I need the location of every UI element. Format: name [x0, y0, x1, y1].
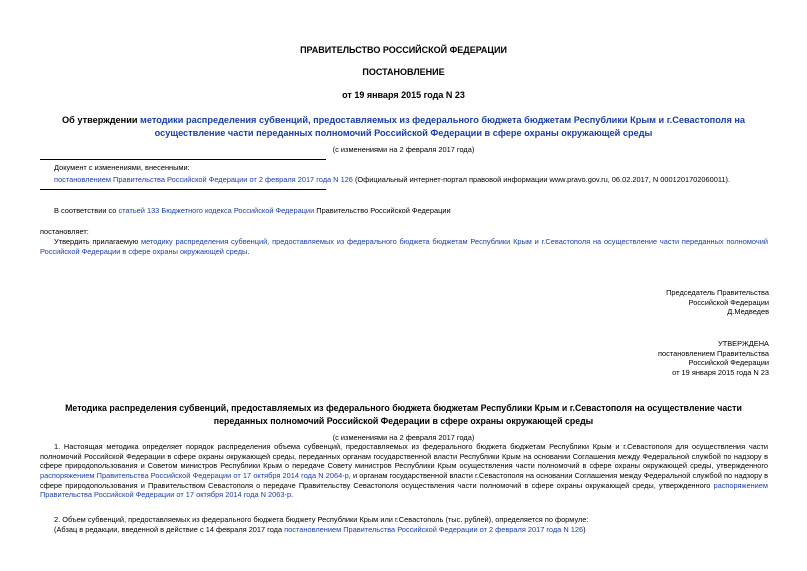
- methodology-paragraph-2-note: [54, 525, 774, 535]
- changes-source: (Официальный интернет-портал правовой информации www.pravo.gov.ru, 06.02.2017, N 0001201702060011).: [352, 175, 731, 184]
- title-prefix: Об утверждении: [61, 115, 141, 125]
- preamble-link[interactable]: статьей 133 Бюджетного кодекса Российской Федерации: [118, 206, 315, 215]
- approved-block: [658, 339, 769, 378]
- divider-bottom: [40, 189, 326, 190]
- methodology-edits-note: (с изменениями на 2 февраля 2017 года): [332, 433, 475, 442]
- approve-link[interactable]: методику распределения субвенций, предоставляемых из федерального бюджета бюджетам Республики Крым и г.Севастополя на осуществление части переданных полномочий Российской Федерации в сфере охраны окружающей среды: [40, 237, 768, 256]
- p1-link-1[interactable]: распоряжением Правительства Российской Федерации от 17 октября 2014 года N 2064-р: [40, 470, 349, 480]
- preamble-text: [54, 206, 774, 216]
- preamble-suffix: Правительство Российской Федерации: [314, 206, 451, 215]
- resolves-text: постановляет:: [40, 227, 89, 236]
- divider-top: [40, 159, 326, 160]
- signature-line-3: Д.Медведев: [727, 307, 769, 317]
- document-title: [40, 114, 767, 140]
- changes-link[interactable]: постановлением Правительства Российской Федерации от 2 февраля 2017 года N 126: [54, 175, 353, 184]
- p1-link-2[interactable]: распоряжением Правительства Российской Федерации от 17 октября 2014 года N 2063-р: [40, 480, 768, 500]
- approved-line-3: Российской Федерации: [688, 358, 769, 368]
- p1-text-1: 1. Настоящая методика определяет порядок распределения объема субвенций, предоставляемых из федерального бюджета бюджетам Республики Крым и г.Севастополя для осуществления части полномочий Российской Федерации в сфере охраны окружающей среды, переданных органам государственной власти Республики Крым на основании Соглашения между Федеральной службой по надзору в сфере природопользования и Советом министров Республики Крым о передаче Совету министров Республики Крым осуществления части полномочий в сфере охраны окружающей среды, утвержденного: [40, 442, 768, 471]
- approve-prefix: Утвердить прилагаемую: [54, 237, 142, 246]
- signature-line-1: Председатель Правительства: [666, 288, 769, 297]
- changes-line: [54, 175, 774, 185]
- title-edits-note: (с изменениями на 2 февраля 2017 года): [332, 145, 475, 154]
- changes-label: Документ с изменениями, внесенными:: [54, 163, 190, 172]
- preamble-prefix: В соответствии со: [54, 206, 119, 215]
- document-type-heading: ПОСТАНОВЛЕНИЕ: [362, 67, 445, 77]
- approve-paragraph: [40, 237, 768, 256]
- title-link[interactable]: методики распределения субвенций, предоставляемых из федерального бюджета бюджетам Республики Крым и г.Севастополя на осуществление части переданных полномочий Российской Федерации в сфере охраны окружающей среды: [140, 115, 746, 138]
- p2-note-prefix: (Абзац в редакции, введенной в действие с 14 февраля 2017 года: [54, 525, 285, 534]
- signature-block: [666, 288, 769, 317]
- p2-note-suffix: ): [583, 525, 586, 534]
- approved-line-1: УТВЕРЖДЕНА: [718, 339, 769, 348]
- approved-line-4: от 19 января 2015 года N 23: [672, 367, 769, 377]
- document-date-number: от 19 января 2015 года N 23: [342, 90, 465, 100]
- methodology-title: Методика распределения субвенций, предоставляемых из федерального бюджета бюджетам Республики Крым и г.Севастополя на осуществление части переданных полномочий Российской Федерации в сфере охраны окружающей среды: [65, 403, 742, 426]
- methodology-paragraph-2: 2. Объем субвенций, предоставляемых из федерального бюджета бюджету Республики Крым или г.Севастополь (тыс. рублей), определяется по формуле:: [54, 515, 589, 524]
- government-heading: ПРАВИТЕЛЬСТВО РОССИЙСКОЙ ФЕДЕРАЦИИ: [300, 45, 507, 55]
- methodology-paragraph-1: [40, 442, 768, 500]
- signature-line-2: Российской Федерации: [688, 297, 769, 307]
- p1-text-2: , и органам государственной власти г.Севастополя на основании Соглашения между Федеральной службой по надзору в сфере природопользования и Правительством Севастополя о передаче Правительству Севастополя осуществления части полномочий в сфере охраны окружающей среды, утвержденного: [40, 470, 768, 490]
- p1-text-3: .: [291, 490, 294, 500]
- approved-line-2: постановлением Правительства: [658, 348, 769, 358]
- p2-note-link[interactable]: постановлением Правительства Российской Федерации от 2 февраля 2017 года N 126: [284, 525, 584, 534]
- approve-suffix: .: [247, 246, 250, 256]
